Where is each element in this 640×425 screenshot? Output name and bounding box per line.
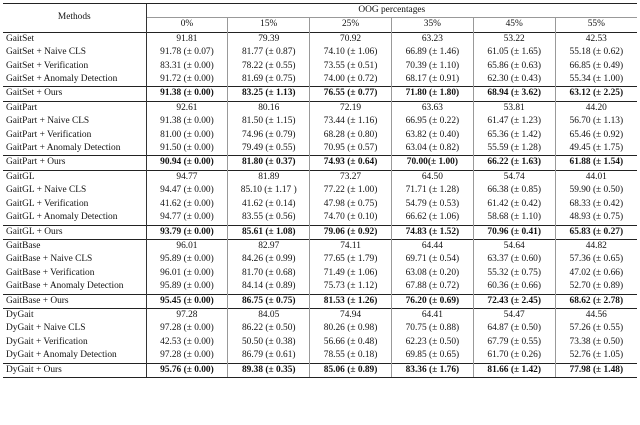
value-cell: [228, 225, 310, 239]
value-cell: 65.36 (± 1.42): [473, 129, 555, 142]
value-cell: 49.45 (± 1.75): [555, 142, 637, 156]
value-cell: [555, 87, 637, 101]
value-cell: 67.79 (± 0.55): [473, 336, 555, 349]
value-cell: [391, 294, 473, 308]
method-row: [3, 211, 637, 225]
value-cell: 61.42 (± 0.42): [473, 198, 555, 211]
value-cell: 56.70 (± 1.13): [555, 115, 637, 128]
value-cell: 66.38 (± 0.85): [473, 184, 555, 197]
best-value: 77.98 (± 1.48): [569, 364, 624, 375]
value-cell: [228, 87, 310, 101]
method-name: GaitPart + Verification: [6, 129, 92, 140]
value-cell: [146, 363, 228, 377]
value-cell: [555, 225, 637, 239]
value-cell: 86.22 (± 0.50): [228, 322, 310, 335]
value-cell: 68.28 (± 0.80): [310, 129, 392, 142]
best-value: 72.43 (± 2.45): [487, 295, 541, 306]
oog-percentages-header: OOG percentages: [146, 4, 637, 18]
value-cell: 54.47: [473, 308, 555, 322]
percentage-header: 25%: [310, 18, 392, 32]
method-row: [3, 73, 637, 87]
value-cell: 71.71 (± 1.28): [391, 184, 473, 197]
baseline-row: [3, 170, 637, 184]
value-cell: 94.77 (± 0.00): [146, 211, 228, 225]
best-value: 83.36 (± 1.76): [405, 364, 460, 375]
value-cell: [473, 156, 555, 170]
value-cell: 54.64: [473, 239, 555, 253]
ours-row: [3, 363, 637, 377]
method-row: [3, 280, 637, 294]
value-cell: 52.70 (± 0.89): [555, 280, 637, 294]
value-cell: [473, 363, 555, 377]
value-cell: 41.62 (± 0.14): [228, 198, 310, 211]
method-name: GaitBase + Naive CLS: [6, 254, 93, 265]
value-cell: 63.37 (± 0.60): [473, 253, 555, 266]
value-cell: [310, 294, 392, 308]
best-value: 68.94 (± 3.62): [487, 88, 541, 99]
method-name: DyGait: [3, 308, 146, 322]
method-name: DyGait + Anomaly Detection: [6, 350, 117, 361]
method-name: GaitGL: [3, 170, 146, 184]
method-name: GaitSet + Naive CLS: [6, 47, 87, 58]
value-cell: 47.98 (± 0.75): [310, 198, 392, 211]
value-cell: 50.50 (± 0.38): [228, 336, 310, 349]
value-cell: 63.63: [391, 101, 473, 115]
value-cell: [555, 294, 637, 308]
value-cell: 91.38 (± 0.00): [146, 115, 228, 128]
value-cell: 96.01 (± 0.00): [146, 267, 228, 280]
value-cell: [391, 225, 473, 239]
value-cell: 71.49 (± 1.06): [310, 267, 392, 280]
value-cell: 83.31 (± 0.00): [146, 60, 228, 73]
value-cell: 57.36 (± 0.65): [555, 253, 637, 266]
best-value: 71.80 (± 1.80): [405, 88, 460, 99]
method-name: DyGait + Ours: [3, 363, 146, 377]
value-cell: 52.76 (± 1.05): [555, 349, 637, 363]
value-cell: 60.36 (± 0.66): [473, 280, 555, 294]
method-name: GaitPart: [3, 101, 146, 115]
method-name: GaitBase + Verification: [6, 267, 95, 278]
value-cell: 54.79 (± 0.53): [391, 198, 473, 211]
value-cell: 61.47 (± 1.23): [473, 115, 555, 128]
value-cell: [473, 294, 555, 308]
value-cell: 48.93 (± 0.75): [555, 211, 637, 225]
ours-row: [3, 156, 637, 170]
value-cell: 66.62 (± 1.06): [391, 211, 473, 225]
best-value: 93.79 (± 0.00): [160, 226, 214, 237]
value-cell: 77.22 (± 1.00): [310, 184, 392, 197]
value-cell: 84.26 (± 0.99): [228, 253, 310, 266]
value-cell: 95.89 (± 0.00): [146, 280, 228, 294]
value-cell: 70.39 (± 1.10): [391, 60, 473, 73]
value-cell: 82.97: [228, 239, 310, 253]
value-cell: 74.70 (± 0.10): [310, 211, 392, 225]
table-body: [3, 32, 637, 377]
best-value: 85.61 (± 1.08): [241, 226, 296, 237]
best-value: 68.62 (± 2.78): [569, 295, 624, 306]
value-cell: 55.32 (± 0.75): [473, 267, 555, 280]
best-value: 76.20 (± 0.69): [405, 295, 460, 306]
best-value: 90.94 (± 0.00): [160, 157, 214, 168]
method-row: [3, 198, 637, 211]
value-cell: 64.50: [391, 170, 473, 184]
value-cell: 78.55 (± 0.18): [310, 349, 392, 363]
method-name: DyGait + Verification: [6, 336, 88, 347]
value-cell: 55.59 (± 1.28): [473, 142, 555, 156]
method-name: GaitBase + Anomaly Detection: [6, 281, 124, 292]
best-value: 66.22 (± 1.63): [487, 157, 541, 168]
value-cell: [310, 225, 392, 239]
method-row: [3, 349, 637, 363]
method-name: GaitGL + Ours: [3, 225, 146, 239]
value-cell: 55.18 (± 0.62): [555, 46, 637, 59]
ours-row: [3, 294, 637, 308]
value-cell: 64.44: [391, 239, 473, 253]
value-cell: 63.04 (± 0.82): [391, 142, 473, 156]
method-name: DyGait + Naive CLS: [6, 323, 86, 334]
percentage-header: 55%: [555, 18, 637, 32]
value-cell: [391, 87, 473, 101]
value-cell: 70.92: [310, 32, 392, 46]
value-cell: 58.68 (± 1.10): [473, 211, 555, 225]
value-cell: 62.30 (± 0.43): [473, 73, 555, 87]
value-cell: 65.86 (± 0.63): [473, 60, 555, 73]
oog-results-table: [3, 3, 637, 378]
best-value: 61.88 (± 1.54): [569, 157, 624, 168]
best-value: 91.38 (± 0.00): [160, 88, 214, 99]
value-cell: 81.89: [228, 170, 310, 184]
method-row: [3, 142, 637, 156]
value-cell: 65.46 (± 0.92): [555, 129, 637, 142]
value-cell: 73.38 (± 0.50): [555, 336, 637, 349]
value-cell: 70.75 (± 0.88): [391, 322, 473, 335]
value-cell: 61.05 (± 1.65): [473, 46, 555, 59]
value-cell: 63.08 (± 0.20): [391, 267, 473, 280]
value-cell: 74.10 (± 1.06): [310, 46, 392, 59]
method-row: [3, 46, 637, 59]
ours-row: [3, 225, 637, 239]
baseline-row: [3, 239, 637, 253]
value-cell: 74.96 (± 0.79): [228, 129, 310, 142]
value-cell: 56.66 (± 0.48): [310, 336, 392, 349]
value-cell: 53.22: [473, 32, 555, 46]
value-cell: 81.00 (± 0.00): [146, 129, 228, 142]
method-name: GaitGL + Anomaly Detection: [6, 212, 118, 223]
value-cell: 97.28 (± 0.00): [146, 349, 228, 363]
value-cell: [310, 156, 392, 170]
value-cell: 94.77: [146, 170, 228, 184]
value-cell: 47.02 (± 0.66): [555, 267, 637, 280]
value-cell: 73.55 (± 0.51): [310, 60, 392, 73]
value-cell: 66.95 (± 0.22): [391, 115, 473, 128]
method-name: GaitSet + Verification: [6, 60, 89, 71]
value-cell: 80.16: [228, 101, 310, 115]
value-cell: 94.47 (± 0.00): [146, 184, 228, 197]
value-cell: 63.82 (± 0.40): [391, 129, 473, 142]
best-value: 86.75 (± 0.75): [241, 295, 296, 306]
value-cell: [146, 87, 228, 101]
percentage-header: 0%: [146, 18, 228, 32]
value-cell: 96.01: [146, 239, 228, 253]
baseline-row: [3, 308, 637, 322]
method-row: [3, 184, 637, 197]
value-cell: 74.11: [310, 239, 392, 253]
value-cell: 64.41: [391, 308, 473, 322]
value-cell: 66.89 (± 1.46): [391, 46, 473, 59]
best-value: 95.76 (± 0.00): [160, 364, 214, 375]
value-cell: [310, 87, 392, 101]
value-cell: 41.62 (± 0.00): [146, 198, 228, 211]
value-cell: 85.10 (± 1.17 ): [228, 184, 310, 197]
value-cell: 81.70 (± 0.68): [228, 267, 310, 280]
value-cell: 84.05: [228, 308, 310, 322]
value-cell: [228, 294, 310, 308]
best-value: 81.80 (± 0.37): [241, 157, 296, 168]
value-cell: 78.22 (± 0.55): [228, 60, 310, 73]
value-cell: 68.17 (± 0.91): [391, 73, 473, 87]
methods-header: Methods: [3, 4, 146, 33]
value-cell: 69.71 (± 0.54): [391, 253, 473, 266]
best-value: 89.38 (± 0.35): [241, 364, 296, 375]
value-cell: 91.78 (± 0.07): [146, 46, 228, 59]
value-cell: 92.61: [146, 101, 228, 115]
method-name: GaitGL + Verification: [6, 198, 89, 209]
value-cell: 91.50 (± 0.00): [146, 142, 228, 156]
value-cell: 95.89 (± 0.00): [146, 253, 228, 266]
method-row: [3, 115, 637, 128]
value-cell: [146, 225, 228, 239]
value-cell: 69.85 (± 0.65): [391, 349, 473, 363]
value-cell: 67.88 (± 0.72): [391, 280, 473, 294]
method-name: GaitGL + Naive CLS: [6, 185, 87, 196]
best-value: 81.53 (± 1.26): [323, 295, 378, 306]
value-cell: 97.28 (± 0.00): [146, 322, 228, 335]
value-cell: [473, 225, 555, 239]
method-name: GaitSet: [3, 32, 146, 46]
best-value: 79.06 (± 0.92): [323, 226, 378, 237]
value-cell: 44.20: [555, 101, 637, 115]
value-cell: [391, 363, 473, 377]
best-value: 70.00(± 1.00): [406, 157, 458, 168]
method-row: [3, 336, 637, 349]
value-cell: 57.26 (± 0.55): [555, 322, 637, 335]
value-cell: 75.73 (± 1.12): [310, 280, 392, 294]
value-cell: 79.39: [228, 32, 310, 46]
method-name: GaitPart + Ours: [3, 156, 146, 170]
value-cell: 44.82: [555, 239, 637, 253]
value-cell: [228, 363, 310, 377]
method-row: [3, 129, 637, 142]
value-cell: [146, 294, 228, 308]
best-value: 74.93 (± 0.64): [323, 157, 378, 168]
value-cell: 64.87 (± 0.50): [473, 322, 555, 335]
value-cell: 79.49 (± 0.55): [228, 142, 310, 156]
method-row: [3, 267, 637, 280]
value-cell: 81.69 (± 0.75): [228, 73, 310, 87]
baseline-row: [3, 101, 637, 115]
best-value: 83.25 (± 1.13): [241, 88, 296, 99]
value-cell: 73.27: [310, 170, 392, 184]
percentage-header: 45%: [473, 18, 555, 32]
value-cell: 53.81: [473, 101, 555, 115]
value-cell: 62.23 (± 0.50): [391, 336, 473, 349]
value-cell: 74.00 (± 0.72): [310, 73, 392, 87]
value-cell: 42.53 (± 0.00): [146, 336, 228, 349]
method-name: GaitBase: [3, 239, 146, 253]
ours-row: [3, 87, 637, 101]
method-row: [3, 253, 637, 266]
best-value: 65.83 (± 0.27): [569, 226, 624, 237]
value-cell: 59.90 (± 0.50): [555, 184, 637, 197]
best-value: 95.45 (± 0.00): [160, 295, 214, 306]
value-cell: 73.44 (± 1.16): [310, 115, 392, 128]
method-name: GaitPart + Naive CLS: [6, 116, 90, 127]
value-cell: 74.94: [310, 308, 392, 322]
value-cell: [391, 156, 473, 170]
method-name: GaitSet + Ours: [3, 87, 146, 101]
value-cell: [473, 87, 555, 101]
best-value: 70.96 (± 0.41): [487, 226, 541, 237]
value-cell: 77.65 (± 1.79): [310, 253, 392, 266]
value-cell: 44.56: [555, 308, 637, 322]
value-cell: 84.14 (± 0.89): [228, 280, 310, 294]
percentage-header: 35%: [391, 18, 473, 32]
best-value: 81.66 (± 1.42): [487, 364, 541, 375]
value-cell: 44.01: [555, 170, 637, 184]
value-cell: 91.81: [146, 32, 228, 46]
value-cell: 55.34 (± 1.00): [555, 73, 637, 87]
baseline-row: [3, 32, 637, 46]
value-cell: [555, 156, 637, 170]
best-value: 74.83 (± 1.52): [405, 226, 460, 237]
value-cell: 97.28: [146, 308, 228, 322]
method-row: [3, 60, 637, 73]
method-row: [3, 322, 637, 335]
value-cell: [228, 156, 310, 170]
value-cell: 81.77 (± 0.87): [228, 46, 310, 59]
value-cell: [146, 156, 228, 170]
value-cell: 42.53: [555, 32, 637, 46]
value-cell: 80.26 (± 0.98): [310, 322, 392, 335]
best-value: 76.55 (± 0.77): [323, 88, 378, 99]
percentage-header: 15%: [228, 18, 310, 32]
value-cell: 66.85 (± 0.49): [555, 60, 637, 73]
best-value: 63.12 (± 2.25): [569, 88, 624, 99]
value-cell: 70.95 (± 0.57): [310, 142, 392, 156]
value-cell: 72.19: [310, 101, 392, 115]
value-cell: 63.23: [391, 32, 473, 46]
value-cell: 86.79 (± 0.61): [228, 349, 310, 363]
value-cell: 83.55 (± 0.56): [228, 211, 310, 225]
value-cell: 61.70 (± 0.26): [473, 349, 555, 363]
value-cell: 91.72 (± 0.00): [146, 73, 228, 87]
value-cell: 54.74: [473, 170, 555, 184]
value-cell: 68.33 (± 0.42): [555, 198, 637, 211]
value-cell: 81.50 (± 1.15): [228, 115, 310, 128]
value-cell: [555, 363, 637, 377]
best-value: 85.06 (± 0.89): [323, 364, 378, 375]
method-name: GaitBase + Ours: [3, 294, 146, 308]
value-cell: [310, 363, 392, 377]
method-name: GaitPart + Anomaly Detection: [6, 143, 121, 154]
method-name: GaitSet + Anomaly Detection: [6, 74, 118, 85]
